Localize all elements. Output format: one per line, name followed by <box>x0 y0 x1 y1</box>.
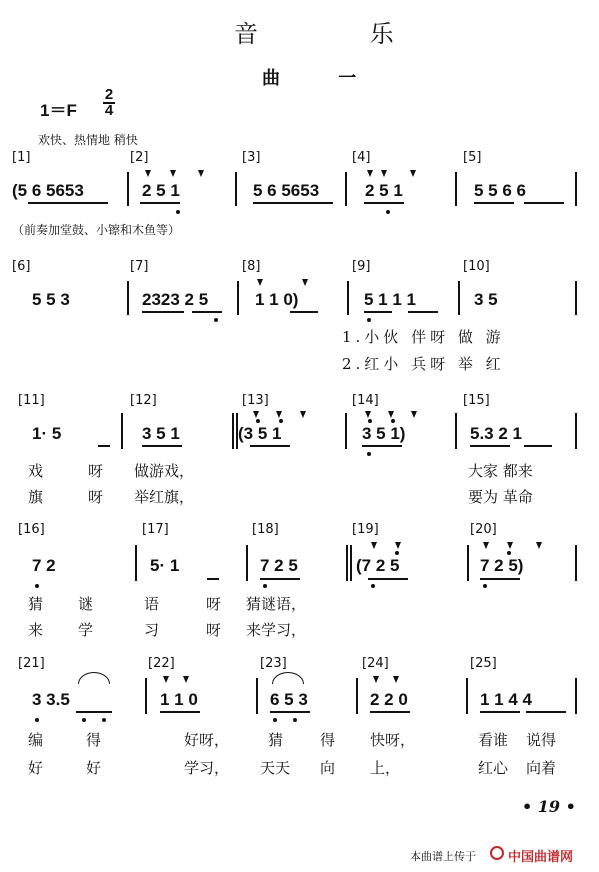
underline <box>250 445 290 447</box>
underline <box>142 445 182 447</box>
accent-mark <box>170 170 176 177</box>
low-octave-dot <box>214 318 218 322</box>
accent-mark <box>381 170 387 177</box>
low-octave-dot <box>102 718 106 722</box>
underline <box>207 578 219 580</box>
lyric: 猜 <box>268 731 284 749</box>
underline <box>364 202 404 204</box>
slur <box>78 672 110 684</box>
low-octave-dot <box>386 210 390 214</box>
bar-line <box>575 172 577 206</box>
measure-number: [4] <box>352 150 371 165</box>
lyric: 向着 <box>526 759 557 777</box>
measure-notes: 2323 2 5 <box>142 290 209 309</box>
measure-number: [21] <box>18 656 45 671</box>
lyric: 快呀， <box>370 731 416 749</box>
measure-notes: 5 1 1 1 <box>364 290 416 309</box>
underline <box>253 202 333 204</box>
bar-line <box>467 545 469 581</box>
low-octave-dot <box>273 718 277 722</box>
lyric: 做游戏， <box>134 462 195 480</box>
bar-line <box>236 413 238 449</box>
measure-notes: 2 5 1 <box>142 181 180 200</box>
low-octave-dot <box>176 210 180 214</box>
measure-number: [10] <box>463 259 490 274</box>
underline <box>260 578 300 580</box>
measure-number: [3] <box>242 150 261 165</box>
lyric: 好呀， <box>184 731 230 749</box>
underline <box>160 711 200 713</box>
measure-notes: 3 5 <box>474 290 498 309</box>
lyric: 举红旗， <box>134 488 195 506</box>
measure-number: [9] <box>352 259 371 274</box>
underline <box>370 711 410 713</box>
lyric: 看谁 <box>478 731 509 749</box>
measure-number: [16] <box>18 522 45 537</box>
measure-notes: 7 2 5 <box>260 556 298 575</box>
accent-mark <box>198 170 204 177</box>
bar-line <box>237 281 239 315</box>
measure-notes: 3 5 1 <box>142 424 180 443</box>
lyric: 天天 <box>260 759 291 777</box>
underline <box>470 445 510 447</box>
bar-line <box>256 678 258 714</box>
lyric: 戏 <box>28 462 44 480</box>
key-signature: 1＝F <box>40 101 77 120</box>
lyric: 向 <box>320 759 336 777</box>
meter-bottom: 4 <box>104 102 114 119</box>
low-octave-dot <box>82 718 86 722</box>
lyric: 要为 革命 <box>468 488 533 506</box>
upload-note: 本曲谱上传于 <box>410 850 476 863</box>
measure-number: [23] <box>260 656 287 671</box>
tempo-marking: 欢快、热情地 稍快 <box>38 133 138 147</box>
underline <box>526 711 566 713</box>
measure-notes: 2 5 1 <box>365 181 403 200</box>
lyric-line-2: 2.红小 兵呀 举 红 <box>342 355 505 373</box>
underline <box>524 202 564 204</box>
measure-number: [22] <box>148 656 175 671</box>
bar-line <box>246 545 248 581</box>
bar-line <box>575 281 577 315</box>
accent-mark <box>163 676 169 683</box>
accent-mark <box>388 411 394 418</box>
measure-notes: 1· 5 <box>32 424 62 443</box>
measure-notes: 5 5 3 <box>32 290 70 309</box>
high-octave-dot <box>279 419 283 423</box>
underline <box>524 445 552 447</box>
bar-line <box>235 172 237 206</box>
accent-mark <box>253 411 259 418</box>
measure-notes: 7 2 <box>32 556 56 575</box>
underline <box>270 711 310 713</box>
bar-line <box>121 413 123 449</box>
bar-line <box>575 678 577 714</box>
underline <box>480 578 520 580</box>
underline <box>290 311 318 313</box>
underline <box>364 311 392 313</box>
accent-mark <box>300 411 306 418</box>
accent-mark <box>257 279 263 286</box>
lyric: 旗 <box>28 488 44 506</box>
lyric: 上， <box>370 759 401 777</box>
measure-number: [19] <box>352 522 379 537</box>
underline <box>408 311 438 313</box>
lyric: 呀 <box>88 488 104 506</box>
lyric: 猜 <box>28 595 44 613</box>
bar-line <box>135 545 137 581</box>
accent-mark <box>302 279 308 286</box>
lyric: 学习， <box>184 759 230 777</box>
low-octave-dot <box>367 452 371 456</box>
accent-mark <box>276 411 282 418</box>
lyric: 来 <box>28 621 44 639</box>
low-octave-dot <box>367 318 371 322</box>
lyric: 来学习， <box>246 621 307 639</box>
underline <box>142 311 184 313</box>
lyric: 呀 <box>206 595 222 613</box>
bar-line <box>232 413 234 449</box>
high-octave-dot <box>256 419 260 423</box>
accent-mark <box>411 411 417 418</box>
accent-mark <box>145 170 151 177</box>
lyric: 猜谜语， <box>246 595 307 613</box>
measure-number: [7] <box>130 259 149 274</box>
measure-notes: 5 6 5653 <box>253 181 320 200</box>
lyric: 得 <box>320 731 336 749</box>
high-octave-dot <box>368 419 372 423</box>
bar-line <box>575 413 577 449</box>
accent-mark <box>483 542 489 549</box>
measure-number: [18] <box>252 522 279 537</box>
slur <box>272 672 304 684</box>
low-octave-dot <box>35 584 39 588</box>
accent-mark <box>371 542 377 549</box>
measure-notes: 1 1 4 4 <box>480 690 532 709</box>
measure-number: [5] <box>463 150 482 165</box>
bar-line <box>127 281 129 315</box>
low-octave-dot <box>371 584 375 588</box>
measure-number: [8] <box>242 259 261 274</box>
high-octave-dot <box>391 419 395 423</box>
underline <box>28 202 108 204</box>
low-octave-dot <box>293 718 297 722</box>
bar-line <box>356 678 358 714</box>
lyric: 说得 <box>526 731 557 749</box>
performance-instruction: （前奏加堂鼓、小镲和木鱼等） <box>12 223 181 237</box>
measure-notes: 7 2 5) <box>480 556 524 575</box>
measure-number: [14] <box>352 393 379 408</box>
accent-mark <box>393 676 399 683</box>
bar-line <box>145 678 147 714</box>
lyric: 编 <box>28 731 44 749</box>
measure-number: [20] <box>470 522 497 537</box>
lyric: 谜 <box>78 595 94 613</box>
measure-number: [12] <box>130 393 157 408</box>
underline <box>98 445 110 447</box>
lyric: 红心 <box>478 759 509 777</box>
measure-notes: 3 3.5 <box>32 690 70 709</box>
measure-notes: 5.3 2 1 <box>470 424 522 443</box>
measure-notes: 5 5 6 6 <box>474 181 526 200</box>
bar-line <box>455 172 457 206</box>
meter-top: 2 <box>104 86 114 103</box>
high-octave-dot <box>507 551 511 555</box>
bar-line <box>575 545 577 581</box>
accent-mark <box>507 542 513 549</box>
accent-mark <box>536 542 542 549</box>
measure-number: [6] <box>12 259 31 274</box>
measure-notes: 6 5 3 <box>270 690 308 709</box>
measure-notes: (5 6 5653 <box>12 181 84 200</box>
accent-mark <box>367 170 373 177</box>
bar-line <box>458 281 460 315</box>
measure-number: [15] <box>463 393 490 408</box>
bar-line <box>350 545 352 581</box>
low-octave-dot <box>483 584 487 588</box>
measure-number: [2] <box>130 150 149 165</box>
lyric: 呀 <box>206 621 222 639</box>
measure-number: [1] <box>12 150 31 165</box>
low-octave-dot <box>263 584 267 588</box>
piece-subtitle: 曲 一 <box>262 68 383 89</box>
accent-mark <box>365 411 371 418</box>
accent-mark <box>395 542 401 549</box>
bar-line <box>127 172 129 206</box>
high-octave-dot <box>395 551 399 555</box>
measure-notes: 2 2 0 <box>370 690 408 709</box>
bar-line <box>346 545 348 581</box>
underline <box>76 711 112 713</box>
underline <box>362 445 402 447</box>
lyric: 得 <box>86 731 102 749</box>
lyric: 习 <box>144 621 160 639</box>
brand-logo-icon <box>490 846 504 860</box>
measure-number: [24] <box>362 656 389 671</box>
measure-notes: 3 5 1) <box>362 424 406 443</box>
underline <box>192 311 222 313</box>
lyric-line-1: 1.小伙 伴呀 做 游 <box>342 328 505 346</box>
measure-notes: 1 1 0) <box>255 290 299 309</box>
bar-line <box>466 678 468 714</box>
page-number: • 19 • <box>522 797 576 816</box>
measure-notes: 1 1 0 <box>160 690 198 709</box>
time-signature <box>103 88 115 118</box>
low-octave-dot <box>35 718 39 722</box>
bar-line <box>345 172 347 206</box>
accent-mark <box>410 170 416 177</box>
measure-number: [11] <box>18 393 45 408</box>
measure-number: [25] <box>470 656 497 671</box>
bar-line <box>347 281 349 315</box>
lyric: 好 <box>86 759 102 777</box>
measure-number: [17] <box>142 522 169 537</box>
accent-mark <box>183 676 189 683</box>
lyric: 呀 <box>88 462 104 480</box>
measure-number: [13] <box>242 393 269 408</box>
measure-notes: (7 2 5 <box>356 556 400 575</box>
bar-line <box>455 413 457 449</box>
lyric: 学 <box>78 621 94 639</box>
lyric: 语 <box>144 595 160 613</box>
underline <box>480 711 520 713</box>
underline <box>474 202 514 204</box>
lyric: 好 <box>28 759 44 777</box>
measure-notes: (3 5 1 <box>238 424 282 443</box>
page-title: 音 乐 <box>234 20 446 48</box>
site-brand-link[interactable]: 中国曲谱网 <box>508 850 574 865</box>
underline <box>368 578 408 580</box>
measure-notes: 5· 1 <box>150 556 180 575</box>
underline <box>140 202 180 204</box>
accent-mark <box>373 676 379 683</box>
lyric: 大家 都来 <box>468 462 533 480</box>
bar-line <box>345 413 347 449</box>
